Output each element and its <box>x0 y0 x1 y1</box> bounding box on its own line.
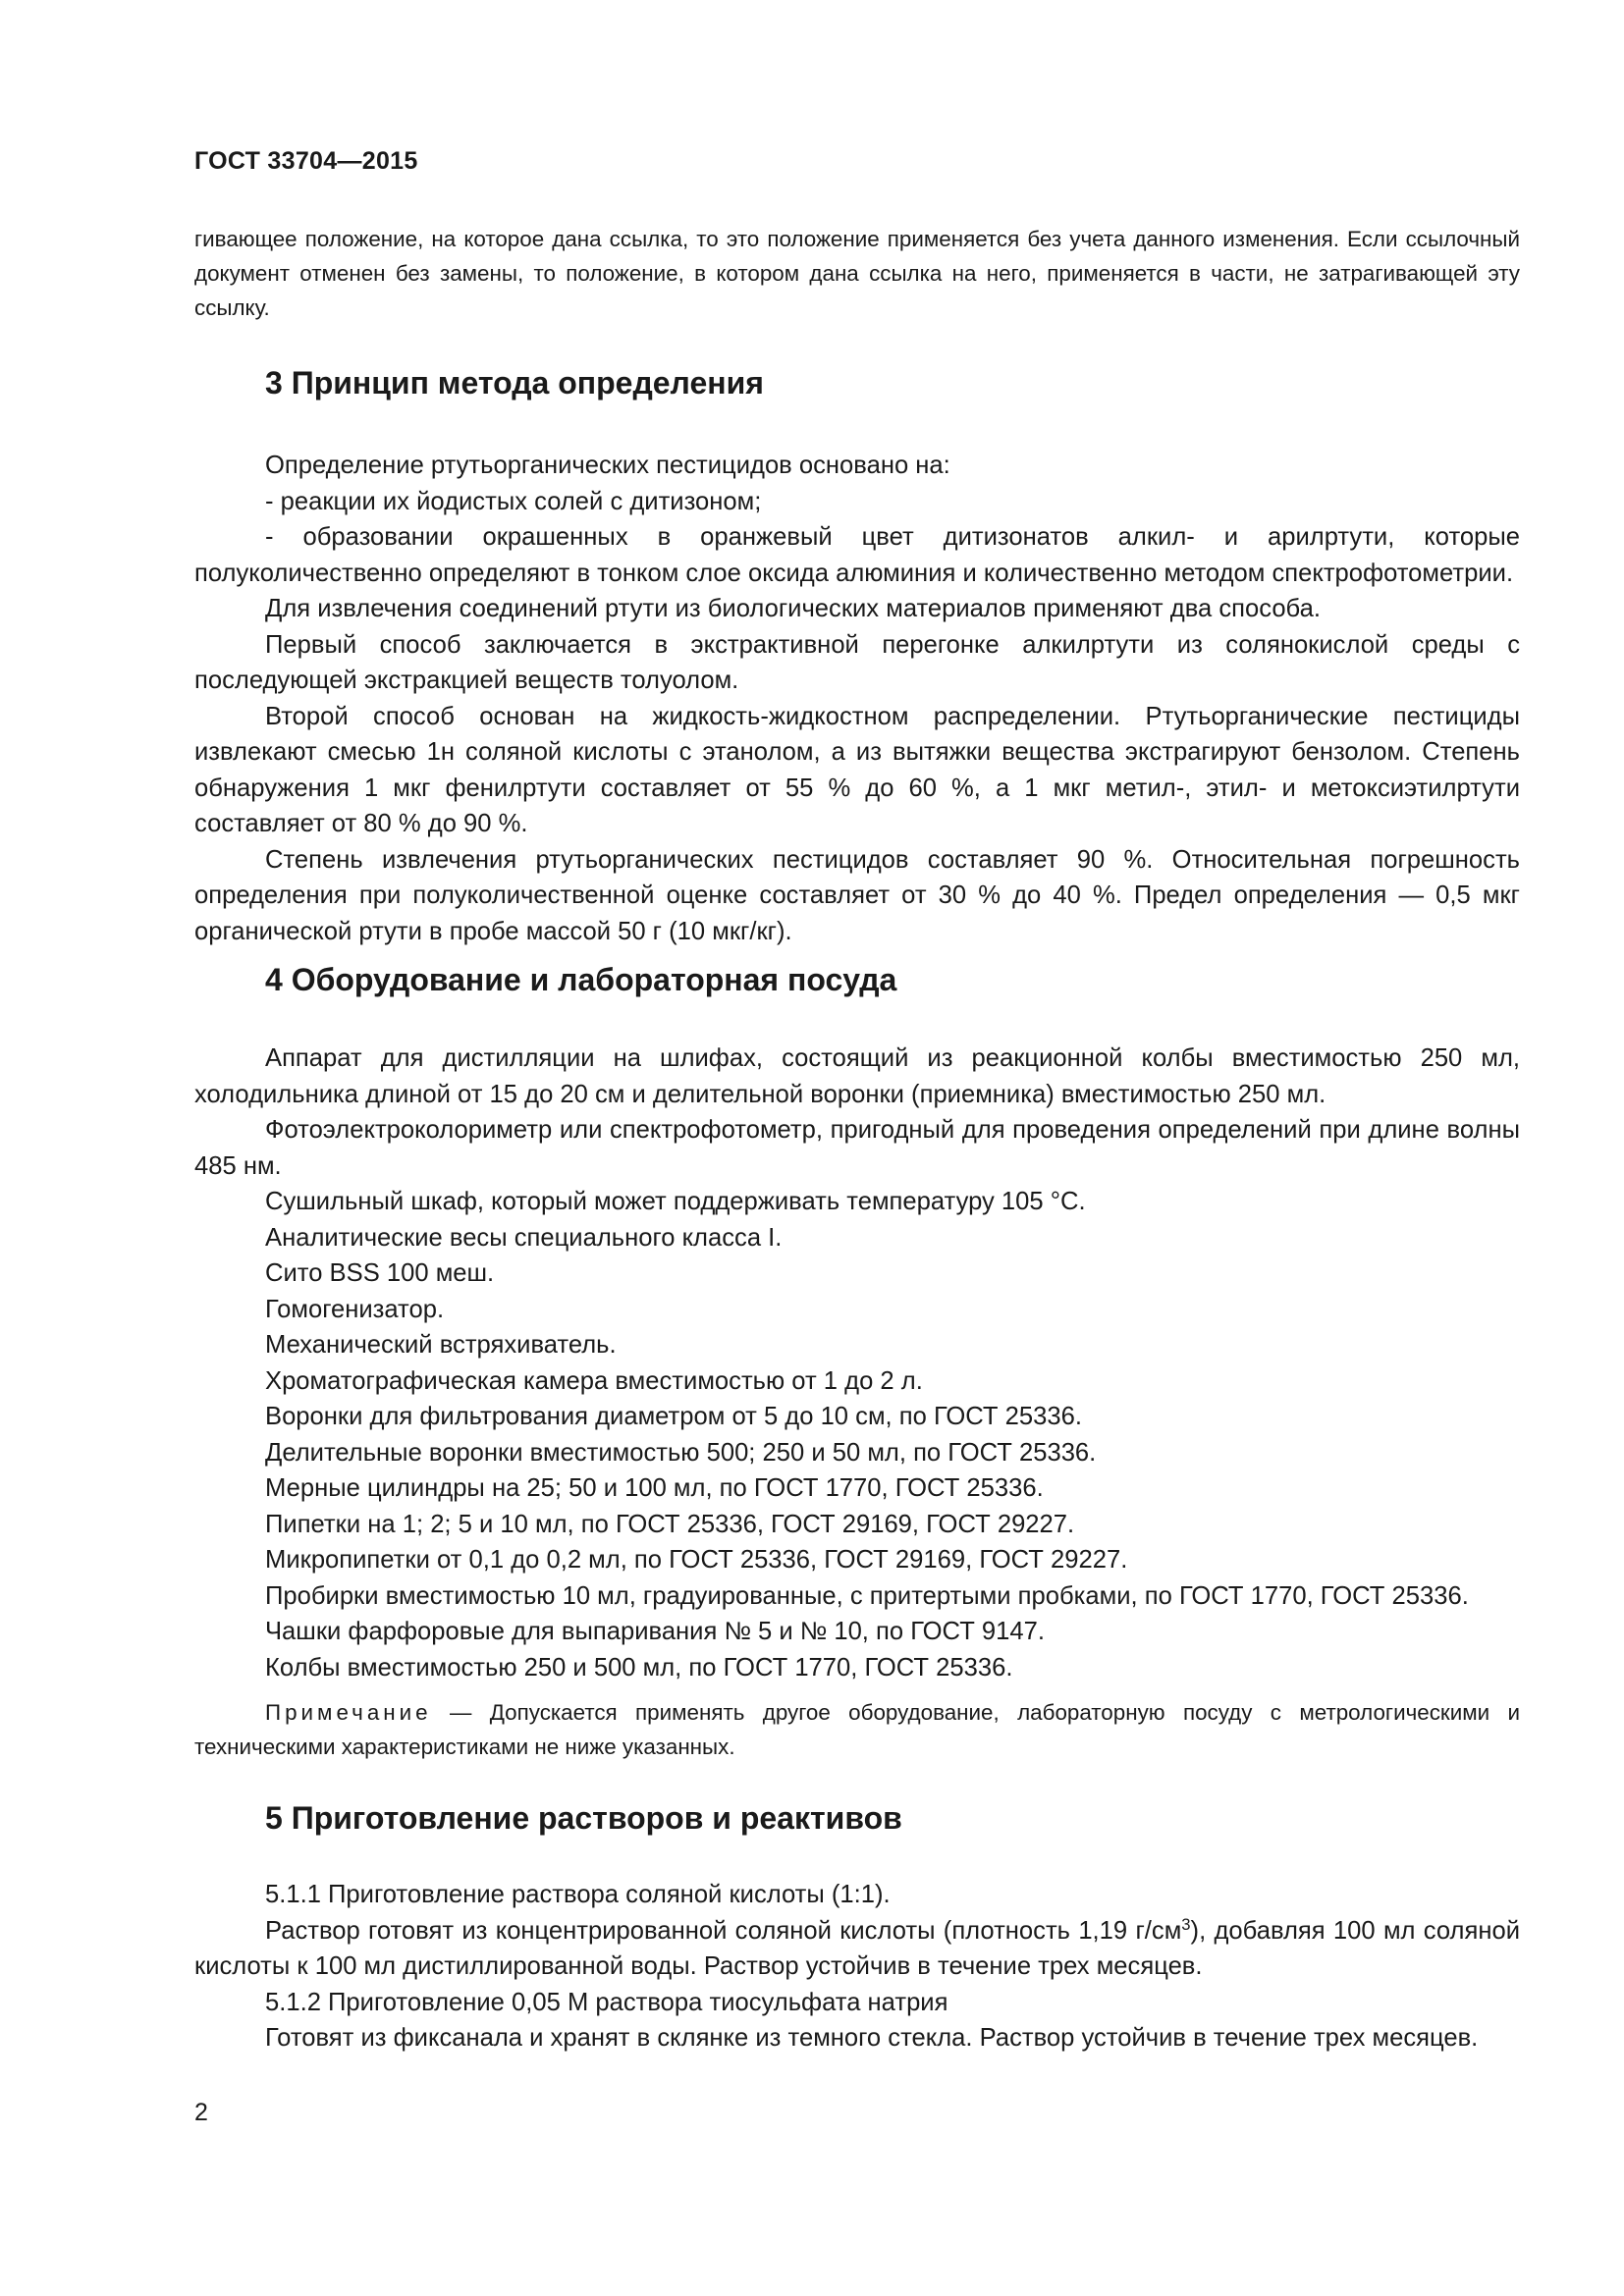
equipment-item: Пробирки вместимостью 10 мл, градуированные, с притертыми пробками, по ГОСТ 1770, ГОСТ 25336. <box>265 1581 1469 1610</box>
note <box>194 1695 1520 1764</box>
equipment-item: Сушильный шкаф, который может поддерживать температуру 105 °С. <box>265 1188 1086 1215</box>
intro-paragraph: гивающее положение, на которое дана ссылка, то это положение применяется без учета данного изменения. Если ссылочный документ отменен без замены, то положение, в котором дана ссылка на него, применяется в части, не затрагивающей эту ссылку. <box>194 227 1520 320</box>
section-3-title: 3 Принцип метода определения <box>265 365 764 400</box>
equipment-item: Микропипетки от 0,1 до 0,2 мл, по ГОСТ 25336, ГОСТ 29169, ГОСТ 29227. <box>265 1546 1128 1574</box>
note-text: — Допускается применять другое оборудование, лабораторную посуду с метрологическими и техническими характеристиками не ниже указанных. <box>194 1700 1520 1759</box>
note-label: Примечание <box>265 1700 432 1725</box>
paragraph: Для извлечения соединений ртути из биологических материалов применяют два способа. <box>265 595 1321 622</box>
page-number: 2 <box>194 2099 208 2126</box>
section-3 <box>194 363 1520 949</box>
section-5-title: 5 Приготовление растворов и реактивов <box>265 1800 902 1836</box>
section-4 <box>194 960 1520 1764</box>
intro-block <box>194 222 1520 325</box>
text-run: ), добавляя 100 мл соляной кислоты к 100 мл дистиллированной воды. Раствор устойчив в течение трех месяцев. <box>194 1916 1520 1980</box>
superscript: 3 <box>1181 1914 1191 1934</box>
section-4-title: 4 Оборудование и лабораторная посуда <box>265 962 897 997</box>
paragraph: Определение ртутьорганических пестицидов основано на: <box>265 452 950 479</box>
subsection-5-1-2: 5.1.2 Приготовление 0,05 М раствора тиосульфата натрия <box>265 1988 948 2016</box>
equipment-item: Механический встряхиватель. <box>265 1331 617 1359</box>
paragraph: Второй способ основан на жидкость-жидкостном распределении. Ртутьорганические пестициды извлекают смесью 1н соляной кислоты с этанолом, а из вытяжки вещества экстрагируют бензолом. Степень обнаружения 1 мкг фенилртути составляет от 55 % до 60 %, а 1 мкг метил-, этил- и метоксиэтилртути составляет от 80 % до 90 %. <box>194 702 1520 837</box>
equipment-item: Аппарат для дистилляции на шлифах, состоящий из реакционной колбы вместимостью 250 мл, холодильника длиной от 15 до 20 см и делительной воронки (приемника) вместимостью 250 мл. <box>194 1044 1520 1108</box>
equipment-item: Пипетки на 1; 2; 5 и 10 мл, по ГОСТ 25336, ГОСТ 29169, ГОСТ 29227. <box>265 1510 1075 1538</box>
equipment-item: Гомогенизатор. <box>265 1295 445 1323</box>
equipment-item: Чашки фарфоровые для выпаривания № 5 и № 10, по ГОСТ 9147. <box>265 1618 1045 1645</box>
paragraph: Готовят из фиксанала и хранят в склянке из темного стекла. Раствор устойчив в течение трех месяцев. <box>265 2024 1479 2052</box>
section-5 <box>194 1798 1520 2056</box>
equipment-item: Колбы вместимостью 250 и 500 мл, по ГОСТ 1770, ГОСТ 25336. <box>265 1653 1013 1682</box>
equipment-item: Сито BSS 100 меш. <box>265 1259 495 1287</box>
equipment-item: Фотоэлектроколориметр или спектрофотометр, пригодный для проведения определений при длине волны 485 нм. <box>194 1116 1520 1180</box>
text-run: Раствор готовят из концентрированной соляной кислоты (плотность 1,19 г/см <box>265 1916 1182 1945</box>
paragraph: Первый способ заключается в экстрактивной перегонке алкилртути из солянокислой среды с последующей экстракцией веществ толуолом. <box>194 630 1520 694</box>
subsection-5-1-1: 5.1.1 Приготовление раствора соляной кислоты (1:1). <box>265 1881 891 1908</box>
paragraph <box>194 1913 1520 1985</box>
equipment-item: Делительные воронки вместимостью 500; 250 и 50 мл, по ГОСТ 25336. <box>265 1438 1097 1467</box>
paragraph: Степень извлечения ртутьорганических пестицидов составляет 90 %. Относительная погрешность определения при полуколичественной оценке составляет от 30 % до 40 %. Предел определения — 0,5 мкг органической ртути в пробе массой 50 г (10 мкг/кг). <box>194 845 1520 945</box>
equipment-item: Воронки для фильтрования диаметром от 5 до 10 см, по ГОСТ 25336. <box>265 1403 1082 1430</box>
paragraph: - реакции их йодистых солей с дитизоном; <box>265 487 762 515</box>
document-header: ГОСТ 33704—2015 <box>194 147 418 175</box>
equipment-item: Хроматографическая камера вместимостью от 1 до 2 л. <box>265 1366 923 1395</box>
paragraph: - образовании окрашенных в оранжевый цвет дитизонатов алкил- и арилртути, которые полуколичественно определяют в тонком слое оксида алюминия и количественно методом спектрофотометрии. <box>194 523 1520 587</box>
equipment-item: Аналитические весы специального класса I. <box>265 1223 783 1252</box>
equipment-item: Мерные цилиндры на 25; 50 и 100 мл, по ГОСТ 1770, ГОСТ 25336. <box>265 1474 1044 1502</box>
